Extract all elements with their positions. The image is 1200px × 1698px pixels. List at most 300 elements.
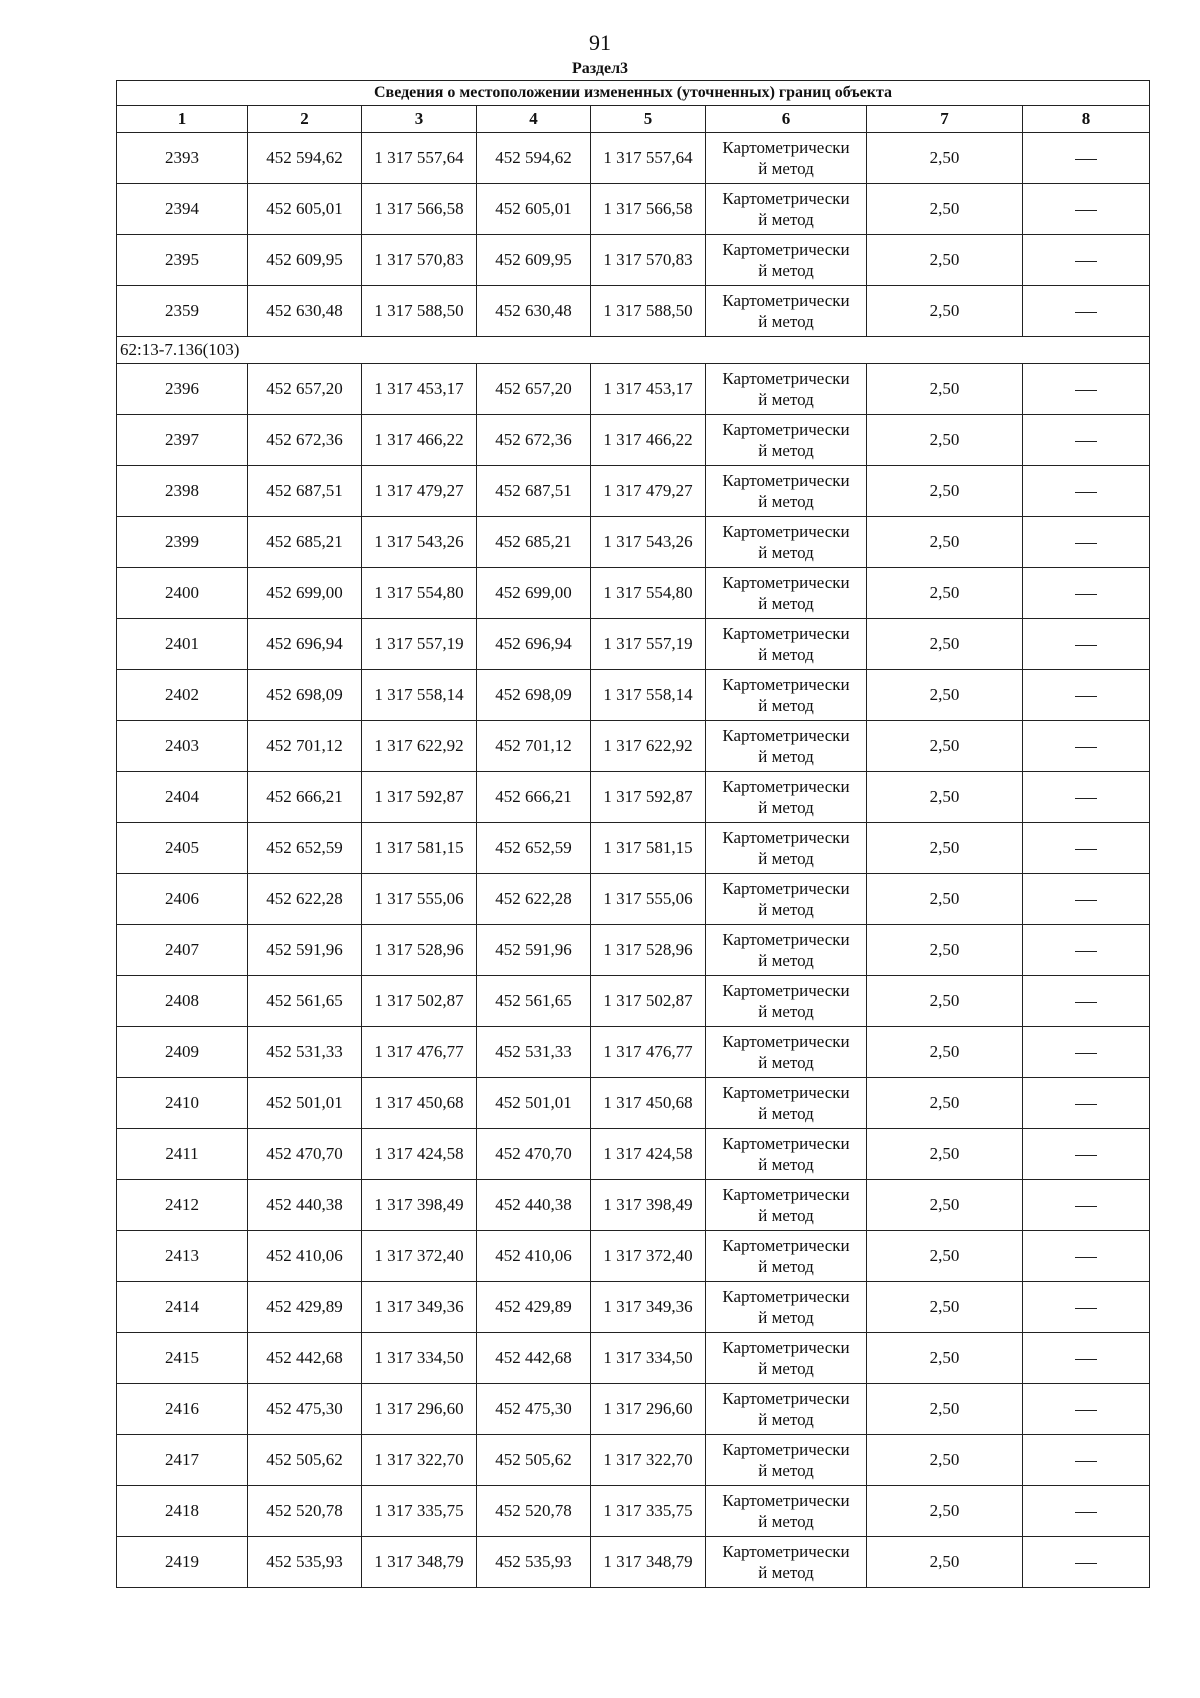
y-coordinate-cell: 1 317 502,87 bbox=[591, 976, 706, 1027]
method-cell bbox=[706, 286, 867, 337]
y-coordinate-cell: 1 317 296,60 bbox=[591, 1384, 706, 1435]
empty-value-cell bbox=[1023, 670, 1150, 721]
group-label: 62:13-7.136(103) bbox=[117, 337, 1150, 364]
x-coordinate-cell: 452 622,28 bbox=[477, 874, 591, 925]
method-cell bbox=[706, 772, 867, 823]
method-line: Картометрически bbox=[722, 675, 850, 694]
point-id-cell: 2402 bbox=[117, 670, 248, 721]
empty-value-cell bbox=[1023, 133, 1150, 184]
y-coordinate-cell: 1 317 334,50 bbox=[362, 1333, 477, 1384]
x-coordinate-cell: 452 470,70 bbox=[477, 1129, 591, 1180]
empty-value-cell bbox=[1023, 1027, 1150, 1078]
column-number: 7 bbox=[867, 106, 1023, 133]
method-line: й метод bbox=[758, 543, 814, 562]
table-row bbox=[117, 1435, 1150, 1486]
x-coordinate-cell: 452 520,78 bbox=[248, 1486, 362, 1537]
method-line: й метод bbox=[758, 696, 814, 715]
dash-mark bbox=[1075, 1002, 1097, 1003]
x-coordinate-cell: 452 652,59 bbox=[477, 823, 591, 874]
y-coordinate-cell: 1 317 581,15 bbox=[591, 823, 706, 874]
dash-mark bbox=[1075, 1359, 1097, 1360]
y-coordinate-cell: 1 317 348,79 bbox=[362, 1537, 477, 1588]
method-cell bbox=[706, 466, 867, 517]
column-number: 3 bbox=[362, 106, 477, 133]
dash-mark bbox=[1075, 390, 1097, 391]
method-cell bbox=[706, 1231, 867, 1282]
accuracy-cell: 2,50 bbox=[867, 1333, 1023, 1384]
y-coordinate-cell: 1 317 557,19 bbox=[591, 619, 706, 670]
dash-mark bbox=[1075, 849, 1097, 850]
method-line: й метод bbox=[758, 1257, 814, 1276]
x-coordinate-cell: 452 475,30 bbox=[248, 1384, 362, 1435]
y-coordinate-cell: 1 317 557,64 bbox=[362, 133, 477, 184]
table-row bbox=[117, 1078, 1150, 1129]
empty-value-cell bbox=[1023, 517, 1150, 568]
method-line: Картометрически bbox=[722, 777, 850, 796]
accuracy-cell: 2,50 bbox=[867, 670, 1023, 721]
method-cell bbox=[706, 823, 867, 874]
x-coordinate-cell: 452 442,68 bbox=[477, 1333, 591, 1384]
accuracy-cell: 2,50 bbox=[867, 1537, 1023, 1588]
method-line: й метод bbox=[758, 1359, 814, 1378]
x-coordinate-cell: 452 696,94 bbox=[477, 619, 591, 670]
x-coordinate-cell: 452 501,01 bbox=[248, 1078, 362, 1129]
table-title: Сведения о местоположении измененных (уточненных) границ объекта bbox=[117, 81, 1150, 106]
accuracy-cell: 2,50 bbox=[867, 772, 1023, 823]
method-line: й метод bbox=[758, 594, 814, 613]
method-cell bbox=[706, 1333, 867, 1384]
point-id-cell: 2401 bbox=[117, 619, 248, 670]
method-line: й метод bbox=[758, 1206, 814, 1225]
x-coordinate-cell: 452 657,20 bbox=[477, 364, 591, 415]
point-id-cell: 2415 bbox=[117, 1333, 248, 1384]
boundary-coordinates-table bbox=[116, 80, 1150, 1588]
y-coordinate-cell: 1 317 334,50 bbox=[591, 1333, 706, 1384]
y-coordinate-cell: 1 317 570,83 bbox=[362, 235, 477, 286]
method-line: Картометрически bbox=[722, 879, 850, 898]
method-cell bbox=[706, 415, 867, 466]
point-id-cell: 2400 bbox=[117, 568, 248, 619]
x-coordinate-cell: 452 440,38 bbox=[248, 1180, 362, 1231]
method-line: й метод bbox=[758, 1461, 814, 1480]
x-coordinate-cell: 452 605,01 bbox=[477, 184, 591, 235]
dash-mark bbox=[1075, 543, 1097, 544]
empty-value-cell bbox=[1023, 772, 1150, 823]
method-line: й метод bbox=[758, 390, 814, 409]
empty-value-cell bbox=[1023, 1435, 1150, 1486]
y-coordinate-cell: 1 317 622,92 bbox=[362, 721, 477, 772]
column-number: 8 bbox=[1023, 106, 1150, 133]
point-id-cell: 2413 bbox=[117, 1231, 248, 1282]
x-coordinate-cell: 452 666,21 bbox=[477, 772, 591, 823]
point-id-cell: 2417 bbox=[117, 1435, 248, 1486]
empty-value-cell bbox=[1023, 286, 1150, 337]
x-coordinate-cell: 452 594,62 bbox=[477, 133, 591, 184]
table-row bbox=[117, 466, 1150, 517]
y-coordinate-cell: 1 317 335,75 bbox=[362, 1486, 477, 1537]
point-id-cell: 2419 bbox=[117, 1537, 248, 1588]
y-coordinate-cell: 1 317 581,15 bbox=[362, 823, 477, 874]
method-cell bbox=[706, 1129, 867, 1180]
table-row bbox=[117, 1231, 1150, 1282]
empty-value-cell bbox=[1023, 1180, 1150, 1231]
method-line: й метод bbox=[758, 951, 814, 970]
method-cell bbox=[706, 721, 867, 772]
dash-mark bbox=[1075, 594, 1097, 595]
y-coordinate-cell: 1 317 453,17 bbox=[362, 364, 477, 415]
y-coordinate-cell: 1 317 398,49 bbox=[591, 1180, 706, 1231]
x-coordinate-cell: 452 696,94 bbox=[248, 619, 362, 670]
method-line: й метод bbox=[758, 1512, 814, 1531]
y-coordinate-cell: 1 317 372,40 bbox=[362, 1231, 477, 1282]
empty-value-cell bbox=[1023, 1486, 1150, 1537]
method-line: Картометрически bbox=[722, 189, 850, 208]
y-coordinate-cell: 1 317 554,80 bbox=[362, 568, 477, 619]
x-coordinate-cell: 452 591,96 bbox=[477, 925, 591, 976]
x-coordinate-cell: 452 501,01 bbox=[477, 1078, 591, 1129]
y-coordinate-cell: 1 317 479,27 bbox=[591, 466, 706, 517]
accuracy-cell: 2,50 bbox=[867, 1129, 1023, 1180]
accuracy-cell: 2,50 bbox=[867, 1435, 1023, 1486]
method-line: й метод bbox=[758, 441, 814, 460]
x-coordinate-cell: 452 429,89 bbox=[248, 1282, 362, 1333]
column-number: 1 bbox=[117, 106, 248, 133]
method-cell bbox=[706, 619, 867, 670]
dash-mark bbox=[1075, 1512, 1097, 1513]
y-coordinate-cell: 1 317 558,14 bbox=[362, 670, 477, 721]
empty-value-cell bbox=[1023, 619, 1150, 670]
x-coordinate-cell: 452 672,36 bbox=[477, 415, 591, 466]
method-line: Картометрически bbox=[722, 138, 850, 157]
dash-mark bbox=[1075, 696, 1097, 697]
x-coordinate-cell: 452 687,51 bbox=[248, 466, 362, 517]
table-row bbox=[117, 1537, 1150, 1588]
method-line: й метод bbox=[758, 1104, 814, 1123]
method-line: й метод bbox=[758, 1410, 814, 1429]
point-id-cell: 2416 bbox=[117, 1384, 248, 1435]
method-line: Картометрически bbox=[722, 930, 850, 949]
method-line: Картометрически bbox=[722, 1491, 850, 1510]
method-line: Картометрически bbox=[722, 240, 850, 259]
column-number: 4 bbox=[477, 106, 591, 133]
table-row bbox=[117, 517, 1150, 568]
table-row bbox=[117, 364, 1150, 415]
method-line: й метод bbox=[758, 849, 814, 868]
table-row bbox=[117, 721, 1150, 772]
y-coordinate-cell: 1 317 528,96 bbox=[362, 925, 477, 976]
y-coordinate-cell: 1 317 588,50 bbox=[591, 286, 706, 337]
dash-mark bbox=[1075, 1410, 1097, 1411]
empty-value-cell bbox=[1023, 1078, 1150, 1129]
empty-value-cell bbox=[1023, 1282, 1150, 1333]
point-id-cell: 2396 bbox=[117, 364, 248, 415]
accuracy-cell: 2,50 bbox=[867, 1027, 1023, 1078]
dash-mark bbox=[1075, 1257, 1097, 1258]
y-coordinate-cell: 1 317 479,27 bbox=[362, 466, 477, 517]
table-row bbox=[117, 874, 1150, 925]
method-line: Картометрически bbox=[722, 1440, 850, 1459]
method-cell bbox=[706, 364, 867, 415]
x-coordinate-cell: 452 520,78 bbox=[477, 1486, 591, 1537]
method-cell bbox=[706, 925, 867, 976]
y-coordinate-cell: 1 317 592,87 bbox=[591, 772, 706, 823]
column-number-row bbox=[117, 106, 1150, 133]
x-coordinate-cell: 452 622,28 bbox=[248, 874, 362, 925]
method-line: Картометрически bbox=[722, 624, 850, 643]
point-id-cell: 2412 bbox=[117, 1180, 248, 1231]
method-cell bbox=[706, 1384, 867, 1435]
point-id-cell: 2414 bbox=[117, 1282, 248, 1333]
accuracy-cell: 2,50 bbox=[867, 415, 1023, 466]
method-cell bbox=[706, 1282, 867, 1333]
method-line: й метод bbox=[758, 1308, 814, 1327]
y-coordinate-cell: 1 317 543,26 bbox=[362, 517, 477, 568]
empty-value-cell bbox=[1023, 1231, 1150, 1282]
x-coordinate-cell: 452 470,70 bbox=[248, 1129, 362, 1180]
method-line: й метод bbox=[758, 1053, 814, 1072]
point-id-cell: 2399 bbox=[117, 517, 248, 568]
method-cell bbox=[706, 1180, 867, 1231]
method-cell bbox=[706, 976, 867, 1027]
y-coordinate-cell: 1 317 424,58 bbox=[591, 1129, 706, 1180]
point-id-cell: 2408 bbox=[117, 976, 248, 1027]
point-id-cell: 2405 bbox=[117, 823, 248, 874]
accuracy-cell: 2,50 bbox=[867, 619, 1023, 670]
accuracy-cell: 2,50 bbox=[867, 568, 1023, 619]
point-id-cell: 2393 bbox=[117, 133, 248, 184]
table-row bbox=[117, 925, 1150, 976]
dash-mark bbox=[1075, 747, 1097, 748]
method-line: Картометрически bbox=[722, 1032, 850, 1051]
x-coordinate-cell: 452 591,96 bbox=[248, 925, 362, 976]
y-coordinate-cell: 1 317 528,96 bbox=[591, 925, 706, 976]
method-line: й метод bbox=[758, 1155, 814, 1174]
y-coordinate-cell: 1 317 372,40 bbox=[591, 1231, 706, 1282]
method-cell bbox=[706, 235, 867, 286]
y-coordinate-cell: 1 317 566,58 bbox=[362, 184, 477, 235]
x-coordinate-cell: 452 687,51 bbox=[477, 466, 591, 517]
x-coordinate-cell: 452 561,65 bbox=[477, 976, 591, 1027]
method-cell bbox=[706, 1486, 867, 1537]
method-line: Картометрически bbox=[722, 726, 850, 745]
x-coordinate-cell: 452 666,21 bbox=[248, 772, 362, 823]
method-cell bbox=[706, 1537, 867, 1588]
dash-mark bbox=[1075, 210, 1097, 211]
empty-value-cell bbox=[1023, 721, 1150, 772]
method-line: й метод bbox=[758, 645, 814, 664]
table-row bbox=[117, 184, 1150, 235]
y-coordinate-cell: 1 317 502,87 bbox=[362, 976, 477, 1027]
dash-mark bbox=[1075, 441, 1097, 442]
point-id-cell: 2406 bbox=[117, 874, 248, 925]
y-coordinate-cell: 1 317 558,14 bbox=[591, 670, 706, 721]
y-coordinate-cell: 1 317 466,22 bbox=[362, 415, 477, 466]
x-coordinate-cell: 452 531,33 bbox=[248, 1027, 362, 1078]
x-coordinate-cell: 452 630,48 bbox=[477, 286, 591, 337]
accuracy-cell: 2,50 bbox=[867, 1180, 1023, 1231]
y-coordinate-cell: 1 317 296,60 bbox=[362, 1384, 477, 1435]
point-id-cell: 2404 bbox=[117, 772, 248, 823]
method-line: Картометрически bbox=[722, 828, 850, 847]
point-id-cell: 2398 bbox=[117, 466, 248, 517]
x-coordinate-cell: 452 609,95 bbox=[477, 235, 591, 286]
method-line: й метод bbox=[758, 900, 814, 919]
table-row bbox=[117, 772, 1150, 823]
page-number: 91 bbox=[589, 30, 611, 55]
method-line: Картометрически bbox=[722, 420, 850, 439]
accuracy-cell: 2,50 bbox=[867, 364, 1023, 415]
x-coordinate-cell: 452 698,09 bbox=[477, 670, 591, 721]
x-coordinate-cell: 452 505,62 bbox=[248, 1435, 362, 1486]
method-cell bbox=[706, 1078, 867, 1129]
accuracy-cell: 2,50 bbox=[867, 976, 1023, 1027]
point-id-cell: 2411 bbox=[117, 1129, 248, 1180]
method-line: Картометрически bbox=[722, 1338, 850, 1357]
method-cell bbox=[706, 1027, 867, 1078]
x-coordinate-cell: 452 561,65 bbox=[248, 976, 362, 1027]
point-id-cell: 2397 bbox=[117, 415, 248, 466]
method-line: Картометрически bbox=[722, 1236, 850, 1255]
y-coordinate-cell: 1 317 348,79 bbox=[591, 1537, 706, 1588]
method-cell bbox=[706, 670, 867, 721]
accuracy-cell: 2,50 bbox=[867, 874, 1023, 925]
y-coordinate-cell: 1 317 476,77 bbox=[591, 1027, 706, 1078]
group-row bbox=[117, 337, 1150, 364]
table-row bbox=[117, 1333, 1150, 1384]
method-line: Картометрически bbox=[722, 1542, 850, 1561]
table-row bbox=[117, 235, 1150, 286]
accuracy-cell: 2,50 bbox=[867, 235, 1023, 286]
y-coordinate-cell: 1 317 349,36 bbox=[591, 1282, 706, 1333]
empty-value-cell bbox=[1023, 568, 1150, 619]
dash-mark bbox=[1075, 645, 1097, 646]
table-title-row bbox=[117, 81, 1150, 106]
x-coordinate-cell: 452 699,00 bbox=[248, 568, 362, 619]
method-line: Картометрически bbox=[722, 1185, 850, 1204]
x-coordinate-cell: 452 594,62 bbox=[248, 133, 362, 184]
y-coordinate-cell: 1 317 557,19 bbox=[362, 619, 477, 670]
x-coordinate-cell: 452 657,20 bbox=[248, 364, 362, 415]
accuracy-cell: 2,50 bbox=[867, 466, 1023, 517]
method-line: Картометрически bbox=[722, 291, 850, 310]
x-coordinate-cell: 452 605,01 bbox=[248, 184, 362, 235]
accuracy-cell: 2,50 bbox=[867, 133, 1023, 184]
dash-mark bbox=[1075, 1104, 1097, 1105]
accuracy-cell: 2,50 bbox=[867, 517, 1023, 568]
empty-value-cell bbox=[1023, 874, 1150, 925]
dash-mark bbox=[1075, 312, 1097, 313]
table-row bbox=[117, 976, 1150, 1027]
empty-value-cell bbox=[1023, 1384, 1150, 1435]
dash-mark bbox=[1075, 1461, 1097, 1462]
empty-value-cell bbox=[1023, 235, 1150, 286]
y-coordinate-cell: 1 317 622,92 bbox=[591, 721, 706, 772]
method-line: Картометрически bbox=[722, 471, 850, 490]
dash-mark bbox=[1075, 492, 1097, 493]
method-line: й метод bbox=[758, 1002, 814, 1021]
empty-value-cell bbox=[1023, 1333, 1150, 1384]
y-coordinate-cell: 1 317 588,50 bbox=[362, 286, 477, 337]
x-coordinate-cell: 452 698,09 bbox=[248, 670, 362, 721]
empty-value-cell bbox=[1023, 823, 1150, 874]
y-coordinate-cell: 1 317 453,17 bbox=[591, 364, 706, 415]
x-coordinate-cell: 452 630,48 bbox=[248, 286, 362, 337]
x-coordinate-cell: 452 701,12 bbox=[248, 721, 362, 772]
accuracy-cell: 2,50 bbox=[867, 1231, 1023, 1282]
table-body bbox=[117, 133, 1150, 1588]
empty-value-cell bbox=[1023, 976, 1150, 1027]
method-line: Картометрически bbox=[722, 1389, 850, 1408]
dash-mark bbox=[1075, 159, 1097, 160]
dash-mark bbox=[1075, 951, 1097, 952]
column-number: 2 bbox=[248, 106, 362, 133]
empty-value-cell bbox=[1023, 1537, 1150, 1588]
method-line: й метод bbox=[758, 747, 814, 766]
x-coordinate-cell: 452 475,30 bbox=[477, 1384, 591, 1435]
empty-value-cell bbox=[1023, 415, 1150, 466]
y-coordinate-cell: 1 317 424,58 bbox=[362, 1129, 477, 1180]
method-cell bbox=[706, 133, 867, 184]
method-line: й метод bbox=[758, 312, 814, 331]
accuracy-cell: 2,50 bbox=[867, 721, 1023, 772]
x-coordinate-cell: 452 410,06 bbox=[477, 1231, 591, 1282]
x-coordinate-cell: 452 410,06 bbox=[248, 1231, 362, 1282]
y-coordinate-cell: 1 317 566,58 bbox=[591, 184, 706, 235]
accuracy-cell: 2,50 bbox=[867, 184, 1023, 235]
method-cell bbox=[706, 517, 867, 568]
y-coordinate-cell: 1 317 554,80 bbox=[591, 568, 706, 619]
x-coordinate-cell: 452 701,12 bbox=[477, 721, 591, 772]
method-line: Картометрически bbox=[722, 522, 850, 541]
accuracy-cell: 2,50 bbox=[867, 286, 1023, 337]
method-line: Картометрически bbox=[722, 1083, 850, 1102]
table-row bbox=[117, 286, 1150, 337]
point-id-cell: 2394 bbox=[117, 184, 248, 235]
dash-mark bbox=[1075, 1206, 1097, 1207]
accuracy-cell: 2,50 bbox=[867, 925, 1023, 976]
method-line: Картометрически bbox=[722, 981, 850, 1000]
empty-value-cell bbox=[1023, 466, 1150, 517]
point-id-cell: 2403 bbox=[117, 721, 248, 772]
y-coordinate-cell: 1 317 450,68 bbox=[362, 1078, 477, 1129]
table-row bbox=[117, 1384, 1150, 1435]
table-row bbox=[117, 1027, 1150, 1078]
point-id-cell: 2409 bbox=[117, 1027, 248, 1078]
accuracy-cell: 2,50 bbox=[867, 1282, 1023, 1333]
x-coordinate-cell: 452 672,36 bbox=[248, 415, 362, 466]
empty-value-cell bbox=[1023, 184, 1150, 235]
empty-value-cell bbox=[1023, 925, 1150, 976]
x-coordinate-cell: 452 429,89 bbox=[477, 1282, 591, 1333]
method-line: Картометрически bbox=[722, 573, 850, 592]
y-coordinate-cell: 1 317 349,36 bbox=[362, 1282, 477, 1333]
method-line: й метод bbox=[758, 492, 814, 511]
x-coordinate-cell: 452 652,59 bbox=[248, 823, 362, 874]
y-coordinate-cell: 1 317 557,64 bbox=[591, 133, 706, 184]
table-row bbox=[117, 670, 1150, 721]
x-coordinate-cell: 452 535,93 bbox=[477, 1537, 591, 1588]
method-line: Картометрически bbox=[722, 1287, 850, 1306]
dash-mark bbox=[1075, 1563, 1097, 1564]
accuracy-cell: 2,50 bbox=[867, 1078, 1023, 1129]
point-id-cell: 2418 bbox=[117, 1486, 248, 1537]
y-coordinate-cell: 1 317 543,26 bbox=[591, 517, 706, 568]
method-cell bbox=[706, 184, 867, 235]
method-line: й метод bbox=[758, 1563, 814, 1582]
point-id-cell: 2407 bbox=[117, 925, 248, 976]
x-coordinate-cell: 452 685,21 bbox=[248, 517, 362, 568]
x-coordinate-cell: 452 535,93 bbox=[248, 1537, 362, 1588]
